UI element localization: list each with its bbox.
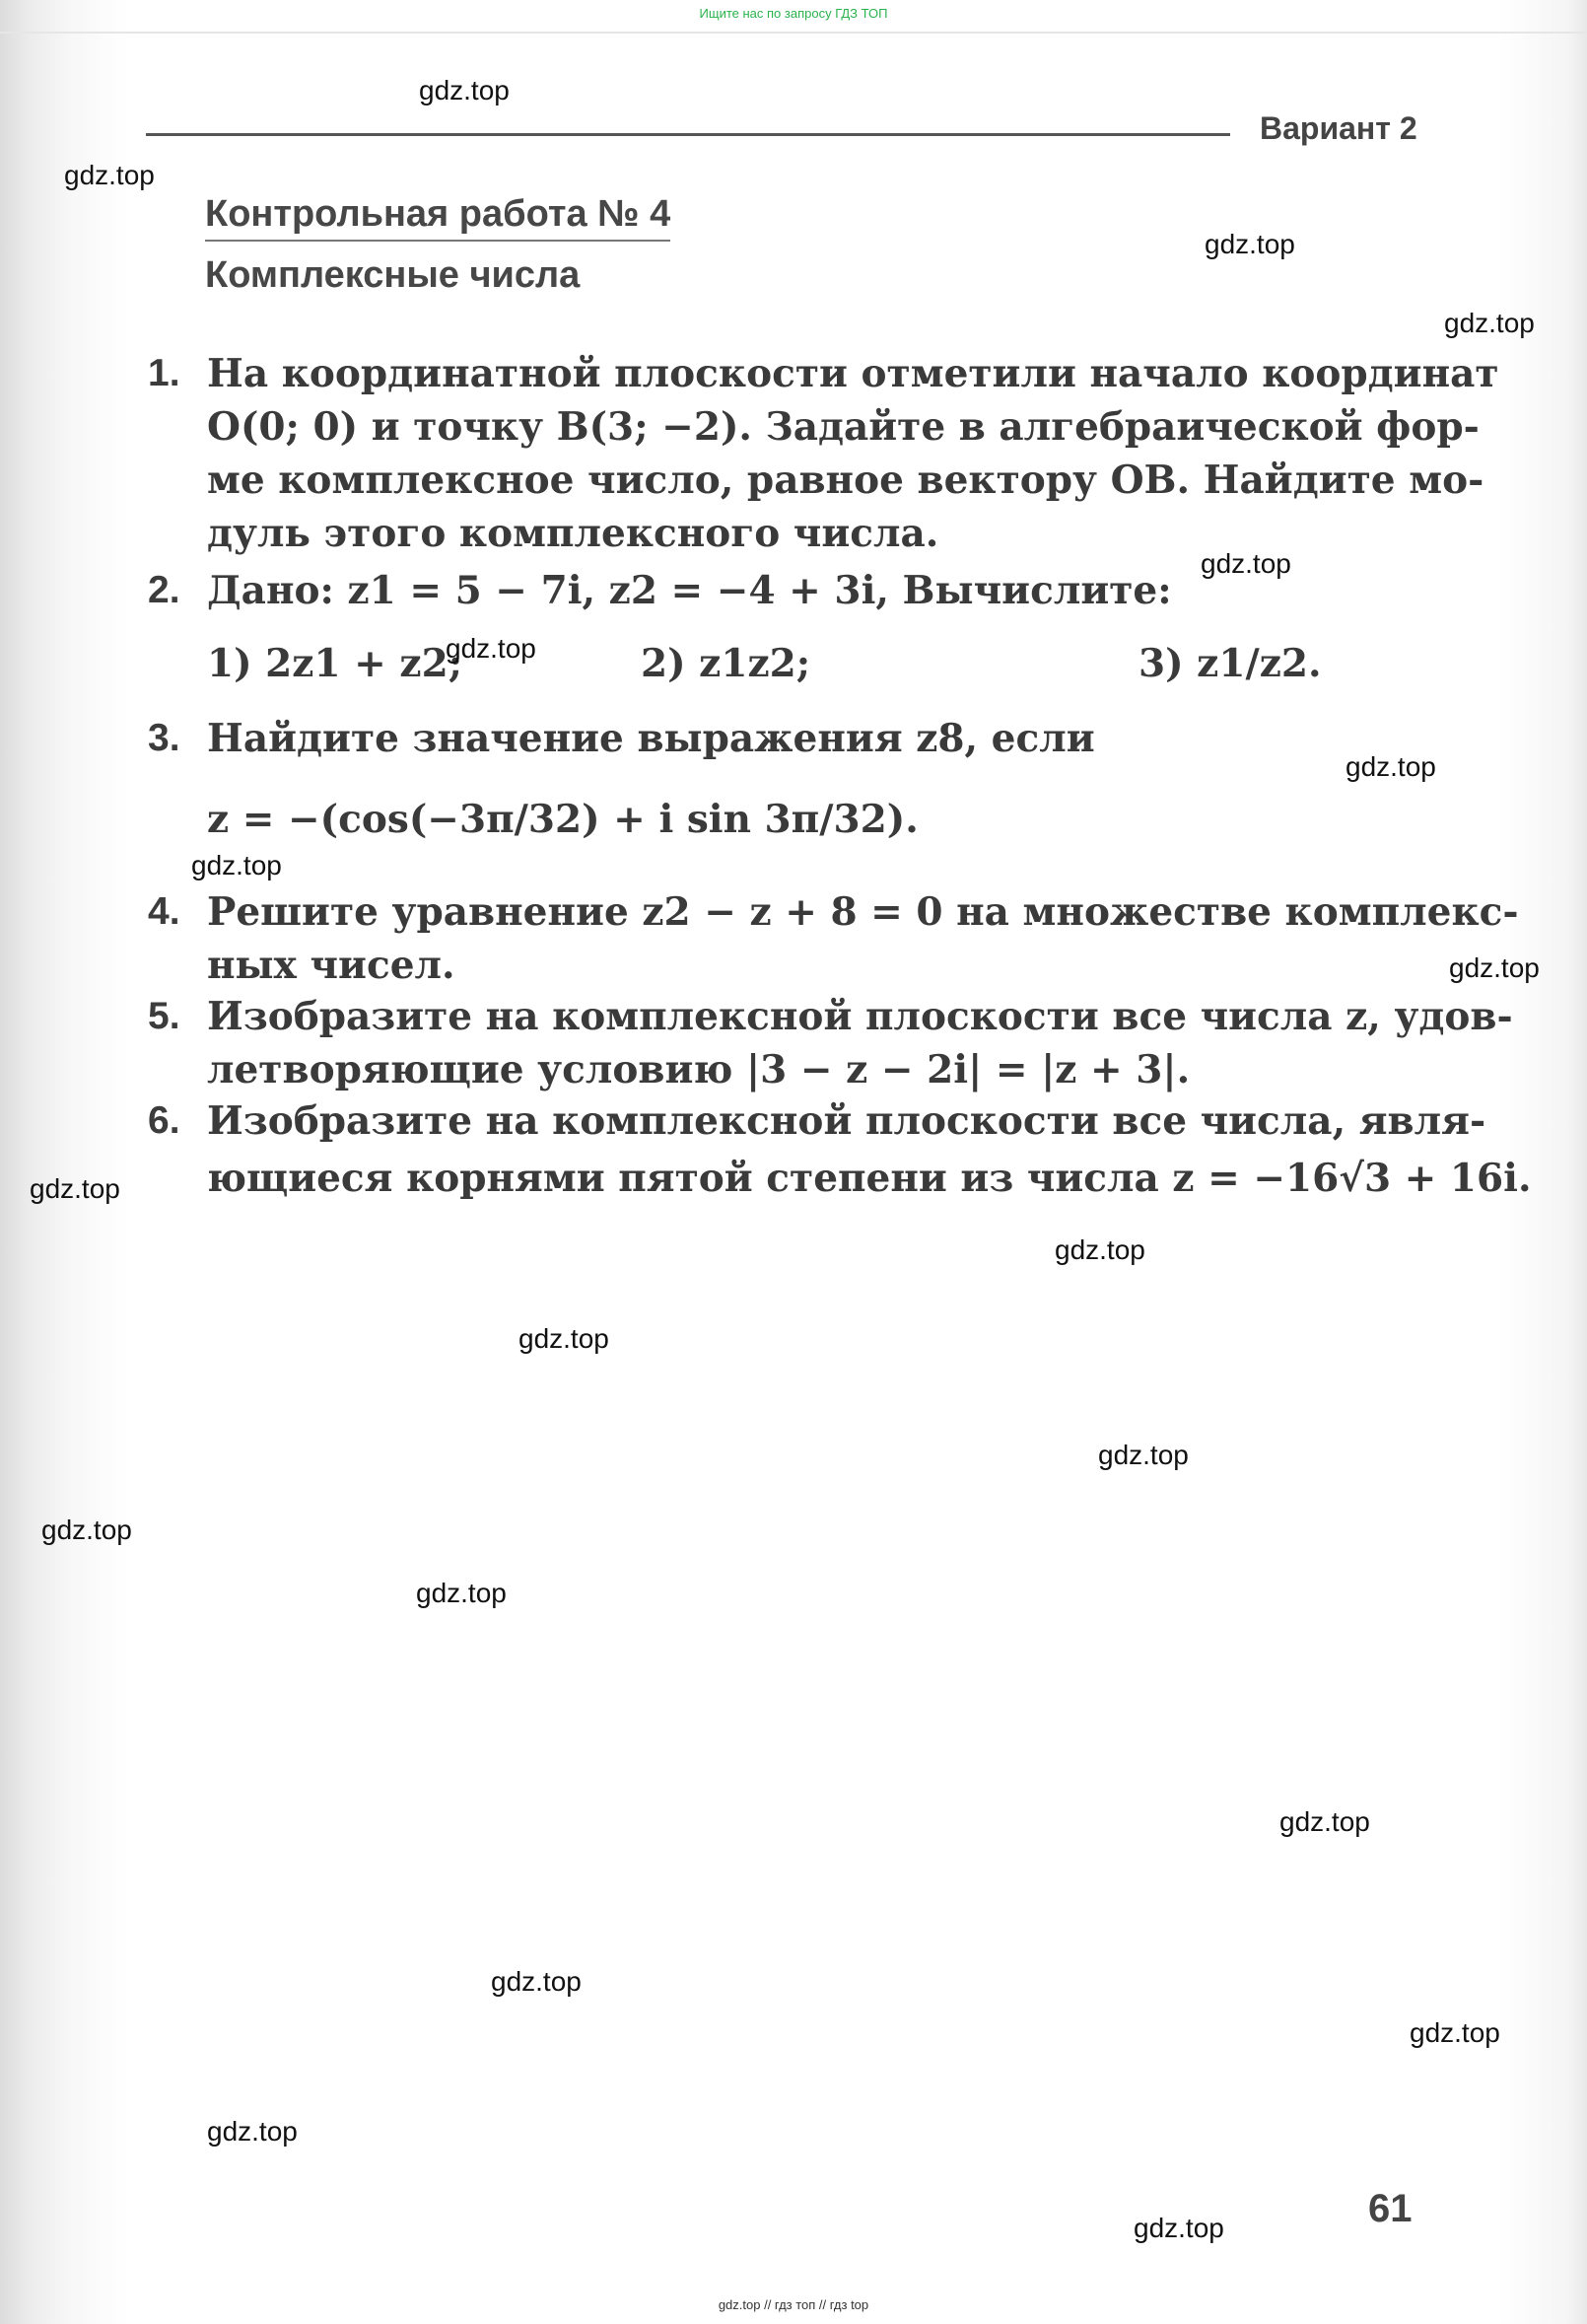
header-rule — [146, 133, 1230, 136]
watermark: gdz.top — [1346, 751, 1436, 782]
problem-line: дуль этого комплексного числа. — [207, 511, 939, 556]
problem-text — [207, 712, 1429, 846]
top-divider — [0, 32, 1587, 34]
subitem-3: 3) z1/z2. — [1138, 641, 1322, 686]
problem-number: 6. — [148, 1099, 180, 1142]
watermark: gdz.top — [64, 160, 155, 190]
problem-formula: z = −(cos(−3π/32) + i sin 3π/32). — [207, 797, 919, 842]
problem-line: ющиеся корнями пятой степени из числа z = −16√3 + 16i. — [207, 1156, 1532, 1201]
problem-line: ных чисел. — [207, 943, 455, 988]
watermark: gdz.top — [419, 75, 510, 106]
watermark: gdz.top — [446, 633, 536, 664]
watermark: gdz.top — [1449, 952, 1540, 983]
watermark: gdz.top — [1134, 2213, 1224, 2243]
watermark: gdz.top — [1201, 548, 1291, 579]
subitem-1: 1) 2z1 + z2; — [207, 641, 463, 686]
problem-line: Изобразите на комплексной плоскости все числа, явля- — [207, 1098, 1486, 1144]
problem-line: O(0; 0) и точку B(3; −2). Задайте в алгебраической фор- — [207, 404, 1480, 450]
problem-line: ме комплексное число, равное вектору OB. Найдите мо- — [207, 458, 1484, 503]
page-subtitle: Комплексные числа — [205, 254, 581, 296]
problem-number: 4. — [148, 890, 180, 933]
problem-line: Дано: z1 = 5 − 7i, z2 = −4 + 3i, Вычислите: — [207, 568, 1172, 613]
page-title: Контрольная работа № 4 — [205, 193, 670, 242]
problem-line: Найдите значение выражения z8, если — [207, 716, 1095, 761]
footer-note[interactable]: gdz.top // гдз топ // гдз top — [718, 2297, 869, 2312]
problem-line: Решите уравнение z2 − z + 8 = 0 на множестве комплекс- — [207, 889, 1519, 935]
problem-text — [207, 990, 1513, 1096]
watermark: gdz.top — [1444, 308, 1535, 338]
watermark: gdz.top — [1055, 1234, 1145, 1265]
header-note[interactable]: Ищите нас по запросу ГДЗ ТОП — [699, 6, 888, 21]
problem-number: 1. — [148, 352, 180, 394]
watermark: gdz.top — [30, 1173, 120, 1204]
problem-text — [207, 1094, 1532, 1205]
watermark: gdz.top — [1205, 229, 1295, 259]
problem-text — [207, 347, 1499, 560]
watermark: gdz.top — [1098, 1440, 1189, 1470]
page-number: 61 — [1368, 2187, 1413, 2230]
problem-line: На координатной плоскости отметили начало координат — [207, 351, 1499, 396]
watermark: gdz.top — [191, 850, 282, 880]
problem-number: 5. — [148, 995, 180, 1037]
problem-line: летворяющие условию |3 − z − 2i| = |z + 3|. — [207, 1047, 1191, 1092]
variant-label: Вариант 2 — [1260, 110, 1417, 146]
problem-line: Изобразите на комплексной плоскости все числа z, удов- — [207, 994, 1513, 1039]
watermark: gdz.top — [1410, 2017, 1500, 2048]
problem-number: 2. — [148, 569, 180, 611]
problem-number: 3. — [148, 717, 180, 759]
watermark: gdz.top — [41, 1514, 132, 1545]
watermark: gdz.top — [518, 1323, 609, 1354]
watermark: gdz.top — [491, 1966, 582, 1997]
watermark: gdz.top — [416, 1578, 507, 1608]
watermark: gdz.top — [1279, 1806, 1370, 1837]
subitem-2: 2) z1z2; — [641, 641, 811, 686]
watermark: gdz.top — [207, 2116, 298, 2147]
